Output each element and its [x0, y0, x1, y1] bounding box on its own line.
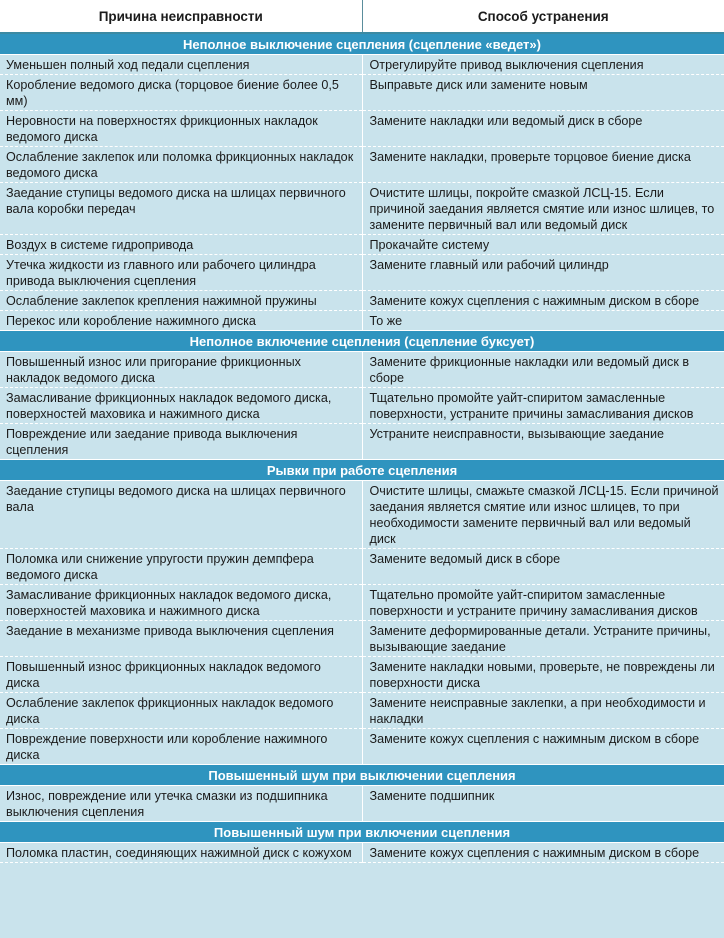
table-row	[0, 111, 724, 147]
cause-cell: Заедание ступицы ведомого диска на шлицах первичного вала	[0, 481, 362, 549]
cause-cell: Повышенный износ фрикционных накладок ведомого диска	[0, 657, 362, 693]
table-row	[0, 657, 724, 693]
header-remedy: Способ устранения	[362, 0, 724, 33]
remedy-cell: Замените фрикционные накладки или ведомый диск в сборе	[362, 352, 724, 388]
remedy-cell: Замените кожух сцепления с нажимным диском в сборе	[362, 843, 724, 863]
table-row	[0, 481, 724, 549]
table-row	[0, 424, 724, 460]
remedy-cell: Очистите шлицы, смажьте смазкой ЛСЦ-15. Если причиной заедания является смятие или износ шлицев, то при необходимости замените первичный вал или ведомый диск	[362, 481, 724, 549]
section-header-row	[0, 822, 724, 843]
remedy-cell: Устраните неисправности, вызывающие заедание	[362, 424, 724, 460]
table-row	[0, 311, 724, 331]
table-row	[0, 786, 724, 822]
cause-cell: Заедание ступицы ведомого диска на шлицах первичного вала коробки передач	[0, 183, 362, 235]
remedy-cell: Тщательно промойте уайт-спиритом замасленные поверхности, устраните причины замасливания дисков	[362, 388, 724, 424]
cause-cell: Ослабление заклепок фрикционных накладок ведомого диска	[0, 693, 362, 729]
remedy-cell: Замените накладки, проверьте торцовое биение диска	[362, 147, 724, 183]
section-header-row	[0, 331, 724, 352]
table-row	[0, 255, 724, 291]
section-title: Повышенный шум при включении сцепления	[0, 822, 724, 843]
cause-cell: Износ, повреждение или утечка смазки из подшипника выключения сцепления	[0, 786, 362, 822]
cause-cell: Перекос или коробление нажимного диска	[0, 311, 362, 331]
remedy-cell: Очистите шлицы, покройте смазкой ЛСЦ-15. Если причиной заедания является смятие или износ шлицев, то замените первичный вал или ведомый диск	[362, 183, 724, 235]
table-row	[0, 585, 724, 621]
section-title: Рывки при работе сцепления	[0, 460, 724, 481]
cause-cell: Утечка жидкости из главного или рабочего цилиндра привода выключения сцепления	[0, 255, 362, 291]
remedy-cell: Замените кожух сцепления с нажимным диском в сборе	[362, 729, 724, 765]
section-header-row	[0, 33, 724, 55]
table-row	[0, 291, 724, 311]
remedy-cell: Отрегулируйте привод выключения сцепления	[362, 55, 724, 75]
section-header-row	[0, 460, 724, 481]
remedy-cell: Замените ведомый диск в сборе	[362, 549, 724, 585]
header-cause: Причина неисправности	[0, 0, 362, 33]
remedy-cell: Замените накладки или ведомый диск в сборе	[362, 111, 724, 147]
cause-cell: Замасливание фрикционных накладок ведомого диска, поверхностей маховика и нажимного диска	[0, 388, 362, 424]
cause-cell: Воздух в системе гидропривода	[0, 235, 362, 255]
table-row	[0, 729, 724, 765]
table-row	[0, 388, 724, 424]
table-row	[0, 235, 724, 255]
cause-cell: Замасливание фрикционных накладок ведомого диска, поверхностей маховика и нажимного диска	[0, 585, 362, 621]
remedy-cell: Замените неисправные заклепки, а при необходимости и накладки	[362, 693, 724, 729]
cause-cell: Ослабление заклепок или поломка фрикционных накладок ведомого диска	[0, 147, 362, 183]
cause-cell: Поломка пластин, соединяющих нажимной диск с кожухом	[0, 843, 362, 863]
section-title: Неполное выключение сцепления (сцепление «ведет»)	[0, 33, 724, 55]
cause-cell: Повышенный износ или пригорание фрикционных накладок ведомого диска	[0, 352, 362, 388]
table-header-row	[0, 0, 724, 33]
remedy-cell: Тщательно промойте уайт-спиритом замасленные поверхности и устраните причину замасливания дисков	[362, 585, 724, 621]
section-title: Неполное включение сцепления (сцепление буксует)	[0, 331, 724, 352]
section-header-row	[0, 765, 724, 786]
cause-cell: Поломка или снижение упругости пружин демпфера ведомого диска	[0, 549, 362, 585]
cause-cell: Коробление ведомого диска (торцовое биение более 0,5 мм)	[0, 75, 362, 111]
table-row	[0, 183, 724, 235]
table-body	[0, 33, 724, 863]
remedy-cell: Замените кожух сцепления с нажимным диском в сборе	[362, 291, 724, 311]
cause-cell: Ослабление заклепок крепления нажимной пружины	[0, 291, 362, 311]
cause-cell: Уменьшен полный ход педали сцепления	[0, 55, 362, 75]
cause-cell: Повреждение или заедание привода выключения сцепления	[0, 424, 362, 460]
table-row	[0, 147, 724, 183]
table-row	[0, 549, 724, 585]
remedy-cell: Замените подшипник	[362, 786, 724, 822]
remedy-cell: Замените накладки новыми, проверьте, не повреждены ли поверхности диска	[362, 657, 724, 693]
table-row	[0, 843, 724, 863]
table-row	[0, 55, 724, 75]
cause-cell: Повреждение поверхности или коробление нажимного диска	[0, 729, 362, 765]
table-row	[0, 75, 724, 111]
remedy-cell: Выправьте диск или замените новым	[362, 75, 724, 111]
table-row	[0, 352, 724, 388]
remedy-cell: Замените деформированные детали. Устраните причины, вызывающие заедание	[362, 621, 724, 657]
cause-cell: Неровности на поверхностях фрикционных накладок ведомого диска	[0, 111, 362, 147]
cause-cell: Заедание в механизме привода выключения сцепления	[0, 621, 362, 657]
remedy-cell: Прокачайте систему	[362, 235, 724, 255]
table-row	[0, 621, 724, 657]
table-row	[0, 693, 724, 729]
remedy-cell: Замените главный или рабочий цилиндр	[362, 255, 724, 291]
section-title: Повышенный шум при выключении сцепления	[0, 765, 724, 786]
remedy-cell: То же	[362, 311, 724, 331]
